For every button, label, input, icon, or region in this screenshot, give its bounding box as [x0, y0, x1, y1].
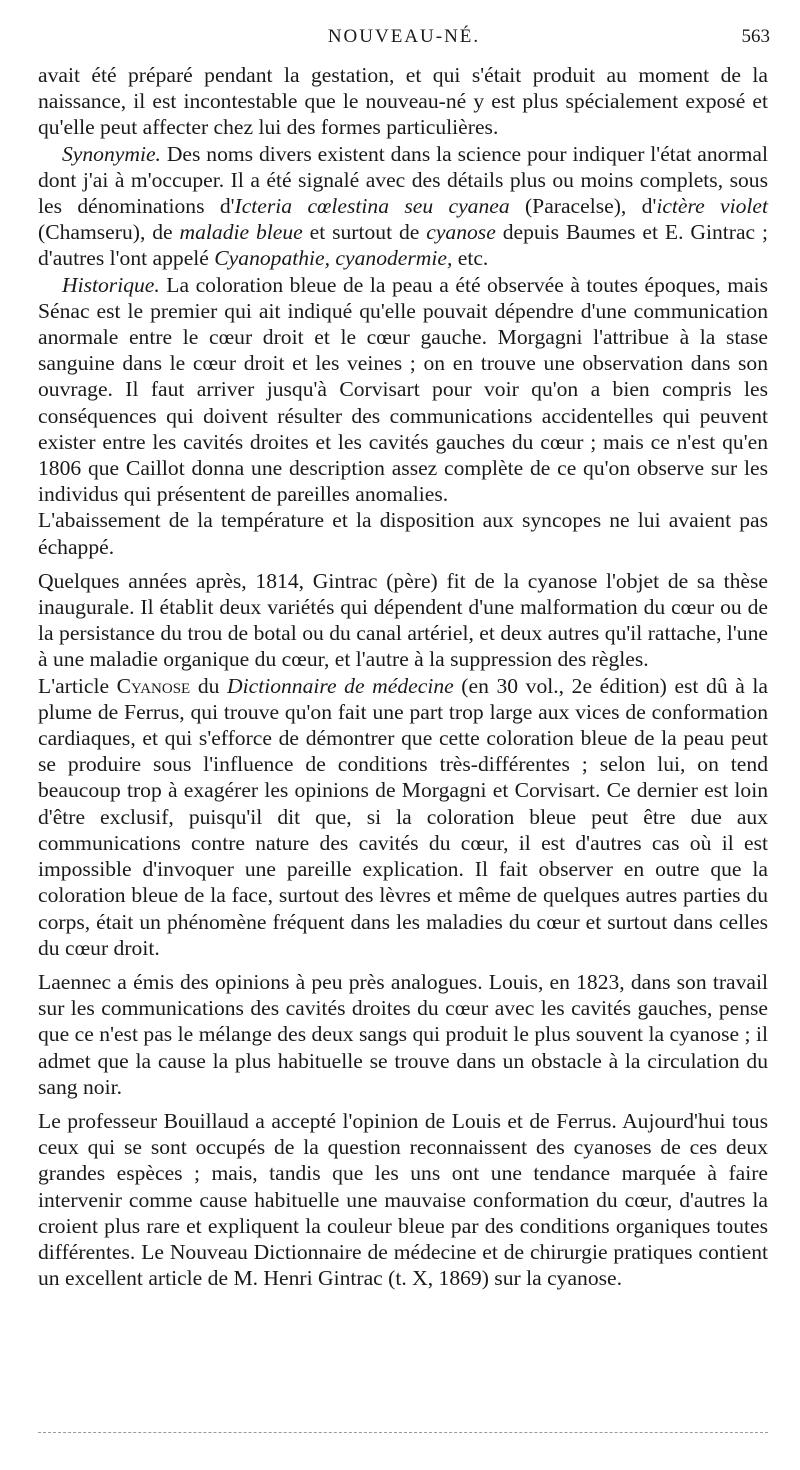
- text-run: Quelques années après, 1814, Gintrac (père) fit de la cyanose l'objet de sa thèse inaugurale. Il établit deux variétés qui dépendent d'une malformation du cœur ou de la persistance du trou de botal ou du canal artériel, et deux autres qu'il rattache, l'une à une maladie organique du cœur, et l'autre à la suppression des règles.: [38, 568, 768, 672]
- text-run: du: [190, 673, 228, 698]
- italic-run: Synonymie.: [62, 141, 161, 166]
- running-head: [38, 26, 770, 52]
- footer-rule: [38, 1432, 768, 1433]
- text-run: Le professeur Bouillaud a accepté l'opinion de Louis et de Ferrus. Aujourd'hui tous ceux qui se sont occupés de la question reconnaissent des cyanoses de ces deux grandes espèces ; mais, tandis que les uns ont une tendance marquée à faire intervenir comme cause habituelle une mauvaise conformation du cœur, d'autres la croient plus rare et expliquent la couleur bleue par des conditions organiques toutes différentes. Le Nouveau Dictionnaire de médecine et de chirurgie pratiques contient un excellent article de M. Henri Gintrac (t. X, 1869) sur la cyanose.: [38, 1108, 768, 1291]
- text-run: L'article: [38, 673, 117, 698]
- paragraph: [38, 1108, 768, 1291]
- paragraph: [38, 969, 768, 1100]
- italic-run: Cyanopathie, cyanodermie,: [214, 246, 453, 271]
- text-run: Laennec a émis des opinions à peu près analogues. Louis, en 1823, dans son travail sur les communications des cavités droites du cœur avec les cavités gauches, pense que ce n'est pas le mélange des deux sangs qui produit le plus souvent la cyanose ; il admet que la cause la plus habituelle se trouve dans un obstacle à la circulation du sang noir.: [38, 969, 768, 1099]
- body-text: [38, 62, 768, 1291]
- text-run: (Chamseru), de: [38, 220, 180, 245]
- text-run: (en 30 vol., 2e édition) est dû à la plume de Ferrus, qui trouve qu'on fait une part trop large aux vices de conformation cardiaques, et qui s'efforce de démontrer que cette coloration bleue de la peau peut se produire sous l'influence de conditions très-différentes ; selon lui, on tend beaucoup trop à exagérer les opinions de Morgagni et Corvisart. Ce dernier est loin d'être exclusif, puisqu'il dit que, si la coloration bleue peut être due aux communications contre nature des cavités du cœur, il est d'autres cas où il est impossible d'invoquer une pareille explication. Il fait observer en outre que la coloration bleue de la face, surtout des lèvres et même de quelques autres parties du corps, était un phénomène fréquent dans les maladies du cœur et surtout dans celles du cœur droit.: [38, 673, 769, 960]
- text-run: depuis Baumes et E. Gintrac ; d'autres l'ont appelé: [38, 220, 769, 271]
- text-run: et surtout de: [302, 220, 427, 245]
- text-run: L'abaissement de la température et la disposition aux syncopes ne lui avaient pas échappé.: [38, 508, 768, 559]
- paragraph-synonymie: [38, 141, 768, 272]
- page-number: 563: [741, 26, 770, 47]
- italic-run: maladie bleue: [179, 220, 303, 245]
- italic-run: Icteria cœlestina seu cyanea: [234, 194, 510, 219]
- italic-run: ictère violet: [656, 194, 769, 219]
- text-run: etc.: [452, 246, 489, 271]
- paragraph: [38, 568, 768, 673]
- text-run: (Paracelse), d': [509, 194, 657, 219]
- text-run: La coloration bleue de la peau a été observée à toutes époques, mais Sénac est le premier qui ait indiqué qu'elle pouvait dépendre d'une communication anormale entre le cœur droit et le cœur gauche. Morgagni l'attribue à la stase sanguine dans le cœur droit et les veines ; on en trouve une observation dans son ouvrage. Il faut arriver jusqu'à Corvisart pour voir qu'on a bien compris les conséquences qui doivent résulter des communications accidentelles qui peuvent exister entre les cavités droites et les cavités gauches du cœur ; mais ce n'est qu'en 1806 que Caillot donna une description assez complète de ce qu'on observe sur les individus qui présentent de pareilles anomalies.: [38, 272, 768, 507]
- paragraph: [38, 507, 768, 559]
- italic-run: Historique.: [62, 272, 160, 297]
- small-caps-run: Cyanose: [116, 673, 191, 698]
- text-run: avait été préparé pendant la gestation, et qui s'était produit au moment de la naissance, il est incontestable que le nouveau-né y est plus spécialement exposé et qu'elle peut affecter chez lui des formes particulières.: [38, 63, 768, 140]
- paragraph-historique: [38, 272, 768, 508]
- paragraph: [38, 673, 768, 961]
- italic-run: Dictionnaire de médecine: [227, 673, 454, 698]
- italic-run: cyanose: [426, 220, 496, 245]
- text-run: Des noms divers existent dans la science pour indiquer l'état anormal dont j'ai à m'occuper. Il a été signalé avec des détails plus ou moins complets, sous les dénominations d': [38, 141, 768, 219]
- running-title: NOUVEAU-NÉ.: [327, 26, 481, 47]
- paragraph: [38, 62, 768, 141]
